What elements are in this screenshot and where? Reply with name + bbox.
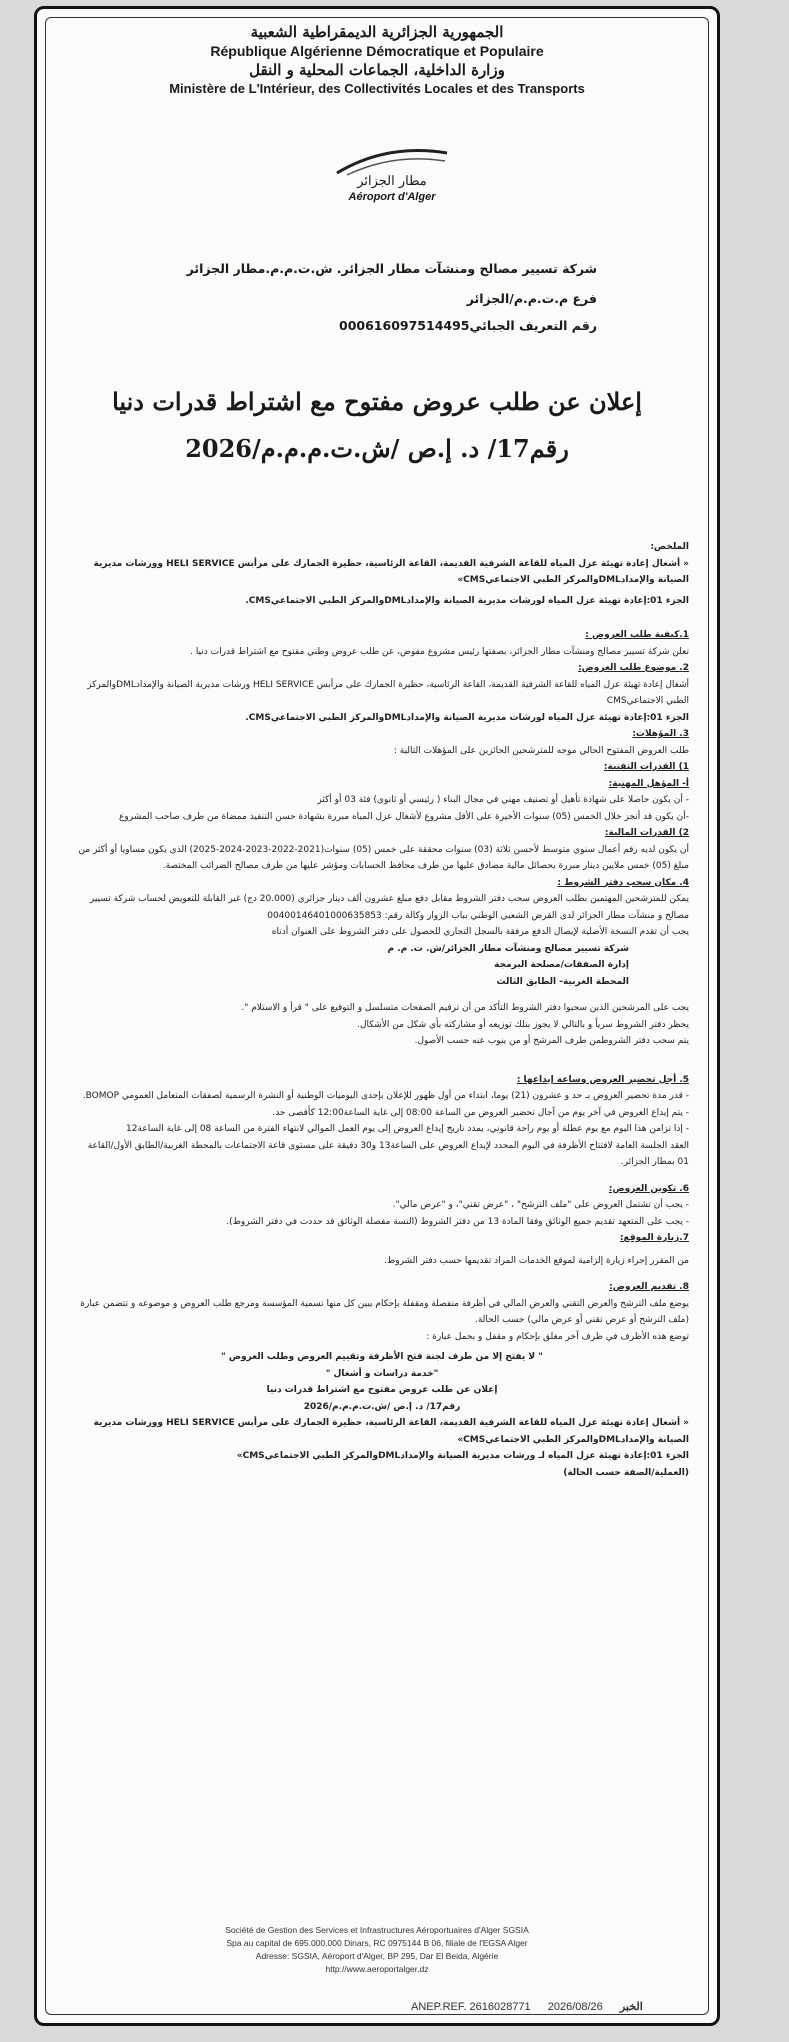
summary-label: الملخص: <box>650 542 689 552</box>
company-name: شركة تسيير مصالح ومنشآت مطار الجزائر. ش.ت.م.م.مطار الجزائر <box>186 261 597 276</box>
newspaper-name: الخبر <box>619 2001 643 2013</box>
notice-title: إعلان عن طلب عروض مفتوح مع اشتراط قدرات دنيا <box>112 387 642 416</box>
logo-ar-text: مطار الجزائر <box>357 174 427 189</box>
section-4-address-1: شركة تسيير مصالح ومنشآت مطار الجزائر/ش. ت. م. م <box>387 943 629 954</box>
envelope-line-6: الجزء 01:إعادة تهيئة عزل المياه لـ ورشات مديرية الصيانة والإمدادDMLوالمركز الطبي الاجتماعيCMS» <box>236 1451 689 1461</box>
footer-block <box>137 1924 617 1976</box>
notice-frame <box>34 6 720 2026</box>
section-5-text4: العقد الجلسة العامة لافتتاح الأظرفة في اليوم المحدد لإيداع العروض على الساعة13 و30 دقيقة على مستوى قاعة الاجتماعات بالمحطة الغربية/الطابق الأول/القاعة 01 بمطار الجزائر. <box>87 1140 689 1167</box>
section-3-title: 3. المؤهلات: <box>632 729 689 739</box>
anep-date: 2026/08/26 <box>547 2001 603 2013</box>
envelope-line-2: "خدمة دراسات و أشغال " <box>325 1368 439 1379</box>
notice-number: رقم17/ د. إ.ص /ش.ت.م.م.م/2026 <box>185 434 569 463</box>
section-5-text1: - قدر مدة تحضير العروض بـ حد و عشرون (21) يوما، ابتداء من أول ظهور للإعلان بإحدى اليوميات الوطنية أو النشرة الرسمية لصفقات المتعامل العمومي BOMOP. <box>82 1091 689 1101</box>
company-branch: فرع م.ت.م.م/الجزائر <box>466 291 597 306</box>
header-ar-ministry: وزارة الداخلية، الجماعات المحلية و النقل <box>249 61 505 79</box>
section-3-intro: طلب العروض المفتوح الحالي موجه للمترشحين الحائزين على المؤهلات التالية : <box>393 745 689 756</box>
envelope-line-3: إعلان عن طلب عروض مفتوح مع اشتراط قدرات دنيا <box>266 1385 498 1395</box>
logo-fr-text: Aéroport d'Alger <box>348 191 436 203</box>
section-3-2-text: أن يكون لديه رقم أعمال سنوي متوسط لأحسن ثلاثة (03) سنوات محققة على خمس (05) سنوات(2021-2022-2023-2024-2025) الذي يكون مساويا أو أكثر من مبلغ (05) خمس ملايين دينار مبررة بحصائل مالية مصادق عليها من طرف محافظ الحسابات ومؤشر عليها من طرف مصالح الضرائب المختصة. <box>78 844 689 871</box>
footer-line-1: Société de Gestion des Services et Infrastructures Aéroportuaires d'Alger SGSIA <box>225 1925 529 1935</box>
section-4-text2: يجب أن تقدم النسخة الأصلية لإيصال الدفع مرفقة بالسجل التجاري للحصول على دفتر الشروط على العنوان أدناه <box>271 927 689 937</box>
company-tax-id: رقم التعريف الجبائي000616097514495 <box>339 318 597 333</box>
section-3-2: 2) القدرات المالية: <box>604 828 689 838</box>
section-1-text: تعلن شركة تسيير مصالح ومنشآت مطار الجزائر، بصفتها رئيس مشروع مفوض، عن طلب عروض وطني مفتوح مع اشتراط قدرات دنيا . <box>190 646 689 657</box>
section-4-text4: يحظر دفتر الشروط سرياً و بالتالي لا يجوز بتلك توزيعه أو مشاركته بأي شكل من الأشكال. <box>357 1019 689 1030</box>
section-4-address-3: المحطة الغربية- الطابق الثالث <box>496 976 629 987</box>
section-8-title: 8. تقديم العروض: <box>609 1282 689 1292</box>
anep-ref: ANEP.REF. 2616028771 <box>411 2001 531 2013</box>
section-2-lot: الجزء 01:إعادة تهيئة عزل المياه لورشات مديرية الصيانة والإمدادDMLوالمركز الطبي الاجتماعيCMS. <box>245 712 689 723</box>
section-3-1a-text2: -أن يكون قد أنجز خلال الخمس (05) سنوات الأخيرة على الأقل مشروع لأشغال عزل المياه مبررة بشهادة حسن التنفيذ ممضاة من طرف صاحب المشروع <box>119 811 689 822</box>
summary-text: « أشغال إعادة تهيئة عزل المياه للقاعة الشرفية القديمة، القاعة الرئاسية، حظيرة الجمارك على مرأبس HELI SERVICE وورشات مديرية الصيانة والإمدادDMLوالمركز الطبي الاجتماعيCMS» <box>93 558 689 585</box>
section-3-1a-text1: - أن يكون حاصلا على شهادة تأهيل أو تصنيف مهني في مجال البناء ( رئيسي أو ثانوي) فئة 03 أو أكثر <box>317 795 689 805</box>
section-7-text1: من المقرر إجراء زيارة إلزامية لموقع الخدمات المراد تقديمها حسب دفتر الشروط. <box>384 1255 689 1266</box>
footer-line-4: http://www.aeroportalger.dz <box>325 1964 429 1974</box>
section-6-title: 6. تكوين العروض: <box>608 1183 689 1194</box>
header-fr-ministry: Ministère de L'Intérieur, des Collectivités Locales et des Transports <box>169 81 585 96</box>
summary-lot: الجزء 01:إعادة تهيئة عزل المياه لورشات مديرية الصيانة والإمدادDMLوالمركز الطبي الاجتماعيCMS. <box>245 595 689 606</box>
notice-body <box>75 539 689 1481</box>
section-5-text3: - إذا تزامن هذا اليوم مع يوم عطلة أو يوم راحة قانوني، يمدد تاريخ إيداع العروض إلى يوم العمل الموالي لانتهاء الفترة من الساعة 08 إلى غاية الساعة12 <box>126 1124 689 1134</box>
section-2-text: أشغال إعادة تهيئة عزل المياه للقاعة الشرفية القديمة، القاعة الرئاسية، حظيرة الجمارك على مرأبس HELI SERVICE ورشات مديرية الصيانة والإمدادDMLوالمركز الطبي الاجتماعيCMS <box>87 679 689 706</box>
envelope-line-1: " لا يفتح إلا من طرف لجنة فتح الأظرفة وتقييم العروض وطلب العروض " <box>221 1352 543 1362</box>
section-7-title: 7.زيارة الموقع: <box>619 1233 689 1243</box>
envelope-line-7: (العملية/الصفة حسب الحالة) <box>563 1467 689 1478</box>
section-3-1a: أ- المؤهل المهنية: <box>608 778 689 789</box>
airport-logo <box>327 139 457 219</box>
section-6-text1: - يجب أن تشتمل العروض على "ملف الترشح" ، "عرض تقني"، و "عرض مالي". <box>392 1200 689 1210</box>
header-fr-republic: République Algérienne Démocratique et Populaire <box>210 43 544 59</box>
section-4-text1: يمكن للمترشحين المهتمين بطلب العروض سحب دفتر الشروط مقابل دفع مبلغ عشرون ألف دينار جزائري (20.000 دج) غير القابلة للتعويض لحساب شركة تسيير مصالح و منشآت مطار الجزائر لدى القرض الشعبي الوطني بباب الزوار وكالة رقم: 00400146401000635853 <box>89 894 689 921</box>
footer-line-3: Adresse: SGSIA, Aéroport d'Alger, BP 295, Dar El Beida, Algérie <box>255 1951 499 1961</box>
section-3-1: 1) القدرات التقنية: <box>603 762 689 772</box>
header-block <box>97 23 657 96</box>
section-2-title: 2. موضوع طلب العروض: <box>578 663 689 673</box>
envelope-inscription <box>75 1349 689 1481</box>
section-4-text3: يجب على المرشحين الذين سحبوا دفتر الشروط التأكد من أن ترقيم الصفحات متسلسل و التوقيع على " قرأ و الاستلام ". <box>241 1003 689 1013</box>
section-4-address-2: إدارة الصفقات/مصلحة البرمجة <box>494 960 629 970</box>
anep-reference <box>397 2000 667 2013</box>
section-8-text1: يوضع ملف الترشح والعرض التقني والعرض المالي في أظرفة منفصلة ومقفلة بإحكام يبين كل منها تسمية المؤسسة ومرجع طلب العروض و موضوعه و تتضمن عبارة (ملف الترشح أو عرض تقني أو عرض مالي) حسب الحالة. <box>80 1298 689 1325</box>
section-6-text2: - يجب على المتعهد تقديم جميع الوثائق وفقا المادة 13 من دفتر الشروط (التسة مفصلة الوثائق قد حددت في دفتر الشروط). <box>226 1216 689 1227</box>
section-4-title: 4. مكان سحب دفتر الشروط : <box>557 877 689 888</box>
section-5-title: 5. أجل تحضير العروض وساعة إيداعها : <box>516 1074 689 1085</box>
airport-swoosh-icon <box>327 139 457 179</box>
footer-line-2: Spa au capital de 695.000.000 Dinars, RC 0975144 B 06, filiale de l'EGSA Alger <box>226 1938 528 1948</box>
section-1-title: 1.كيفية طلب العروض : <box>585 630 689 640</box>
envelope-line-4: رقم17/ د. إ.ص /ش.ت.م.م.م/2026 <box>303 1401 461 1412</box>
header-ar-republic: الجمهورية الجزائرية الديمقراطية الشعبية <box>250 23 504 41</box>
section-8-text2: توضع هذه الأظرف في ظرف آخر مغلق بإحكام و مقفل و بحمل عبارة : <box>426 1331 689 1342</box>
envelope-line-5: « أشغال إعادة تهيئة عزل المياه للقاعة الشرفية القديمة، القاعة الرئاسية، حظيرة الجمارك على مرأبس HELI SERVICE وورشات مديرية الصيانة والإمدادDMLوالمركز الطبي الاجتماعيCMS» <box>93 1418 689 1445</box>
section-4-text5: يتم سحب دفتر الشروطمن طرف المرشح أو من ينوب عنه حسب الأصول. <box>414 1036 689 1046</box>
section-5-text2: - يتم إيداع العروض في آخر يوم من آجال تحضير العروض من الساعة 08:00 إلى غاية الساعة12:00 كأقصى حد. <box>272 1107 689 1118</box>
